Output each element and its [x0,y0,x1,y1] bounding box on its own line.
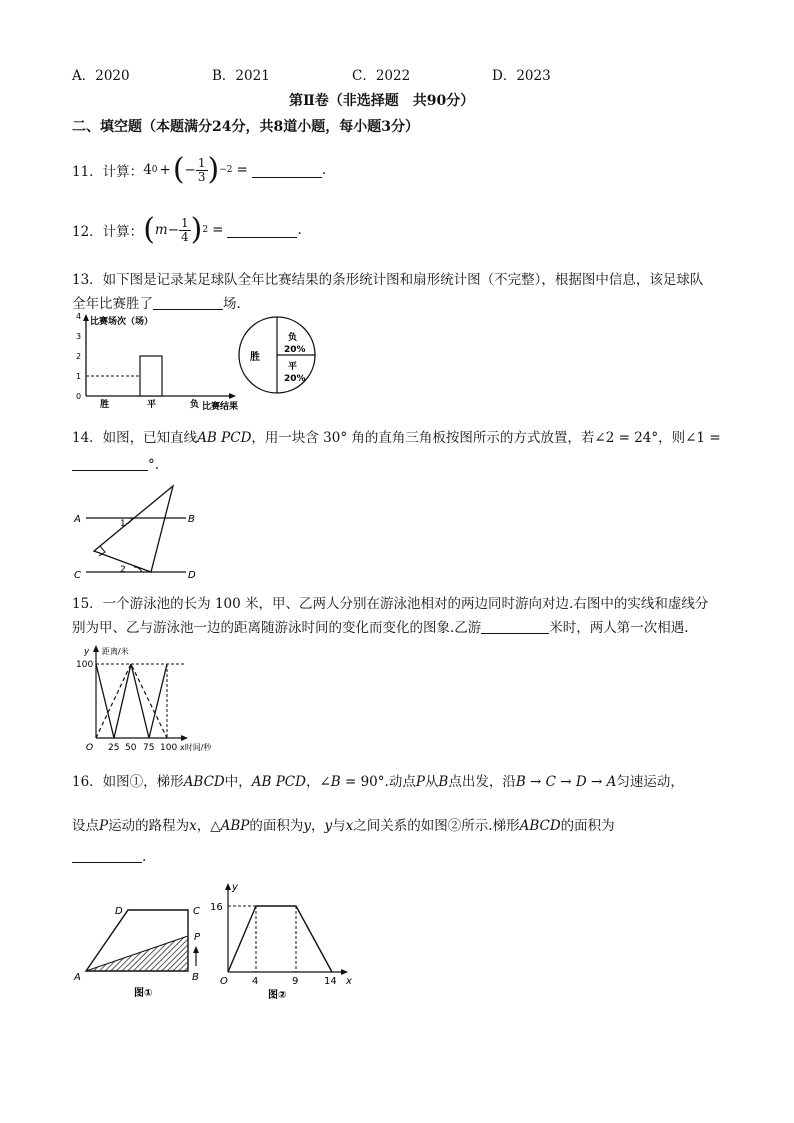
pie-pct-draw: 20% [284,374,306,384]
q11-prefix: 11．计算： [72,164,144,180]
fig14-label-d: D [188,570,196,581]
q11-answer-blank[interactable] [252,163,322,178]
q14-ab: AB [197,430,217,446]
q11-exp: −2 [219,165,233,175]
q11-den: 3 [197,169,206,184]
q15-answer-blank[interactable] [481,619,549,634]
q13-line2-post: 场. [223,296,241,312]
q12-end: . [297,222,302,238]
q16-end: . [142,849,147,865]
figure-14 [72,482,212,582]
pie-label-draw: 平 [288,362,298,372]
fig16b-y16: 16 [210,902,223,913]
q16-text-c: ，∠ [305,774,331,790]
q16-ab: AB [251,774,272,790]
q16-text-2e: ， [311,818,325,834]
q16-answer-blank[interactable] [72,848,142,863]
bar-ytick-4: 4 [76,312,82,321]
q16-line2 [72,814,615,834]
fig15-xlabel: x时间/秒 [180,743,212,752]
bar-ytick-1: 1 [76,372,82,381]
q16-x: x [189,818,197,834]
bar-chart [72,312,252,412]
fig15-solid-line-jia [96,664,167,738]
q16-p: P [415,774,425,790]
fig15-y-label: y [84,647,90,657]
fig15-x-arrow [181,735,188,741]
bar-y-arrow [83,314,89,321]
fig16b-xtick-4: 4 [252,976,259,987]
q16-y2: y [324,818,333,834]
figure-16-2 [210,878,360,1002]
triangle-abp-shaded [86,936,188,971]
q16-text-2d: 的面积为 [249,818,304,834]
q16-text-f: 点出发，沿 [448,774,516,790]
set-square-triangle [94,486,173,572]
fig15-xtick-100: 100 [160,743,178,753]
fig16b-y-label: y [232,882,238,893]
q16-abcd2: ABCD [519,818,561,834]
bar-cat-draw: 平 [147,400,157,410]
fig15-xtick-50: 50 [125,743,137,753]
bar-cat-loss: 负 [190,400,200,410]
q11-base: 4 [143,162,152,178]
pie-chart [236,314,318,396]
q16-pcd: PCD [271,774,306,790]
q13-line1: 13．如下图是记录某足球队全年比赛结果的条形统计图和扇形统计图（不完整），根据图中信息，该足球队 [72,272,704,288]
q11-end: . [321,162,327,178]
q16-text-b: 中， [224,774,252,790]
q16-line1 [72,770,684,790]
q14-end: °. [148,457,160,473]
figure-16-1 [72,896,212,1002]
fig14-label-b: B [188,514,195,525]
section2-title: 二、填空题（本题满分24分，共8道小题，每小题3分） [72,119,419,135]
fig14-angle-2: 2 [120,565,126,575]
fig16b-y-arrow [225,883,231,890]
q16-p2: P [99,818,109,834]
q12-prefix: 12．计算： [72,224,144,240]
q16-b: B [330,774,341,790]
q16-text-2h: 的面积为 [560,818,615,834]
fig15-y-arrow [93,645,99,652]
option-d: D．2023 [492,68,551,84]
fig16a-label-p: P [194,932,201,943]
bar-ylabel: 比赛场次（场） [90,317,154,327]
option-a: A．2020 [72,68,130,84]
fig16a-label-b: B [192,972,199,983]
fig16b-origin: O [220,976,228,987]
q15-line2-pre: 别为甲、乙与游泳池一边的距离随游泳时间的变化而变化的图象.乙游 [72,620,482,636]
q16-text-2b: 运动的路程为 [108,818,190,834]
fig16a-label-c: C [193,906,200,917]
q16-text-2f: 与 [332,818,346,834]
q16-b2: B [438,774,449,790]
fig15-ylabel: 距离/米 [102,647,129,656]
pie-pct-loss: 20% [284,345,306,355]
q16-abcd: ABCD [183,774,225,790]
q11-fraction [196,157,208,184]
q12-num: 1 [181,215,189,230]
fig15-xtick-25: 25 [108,743,120,753]
bar-ytick-2: 2 [76,352,82,361]
q15-line2-post: 米时，两人第一次相遇. [549,620,689,636]
option-b: B．2021 [212,68,270,84]
q16-text-e: 从 [424,774,439,790]
q14-line1 [72,426,721,446]
question-12: 12．计算： ( m − $\frac{1}{4}$ ) 2 = . [72,212,302,247]
q16-x2: x [345,818,354,834]
fig15-xtick-75: 75 [143,743,155,753]
q12-eq: = [212,222,224,238]
q15-line2 [72,616,689,636]
q15-line1: 15．一个游泳池的长为 100 米，甲、乙两人分别在游泳池相对的两边同时游向对边.右图中的实线和虚线分 [72,596,709,612]
q13-answer-blank[interactable] [153,295,223,310]
q16-text-d: = 90°.动点 [340,774,416,790]
bar-xlabel: 比赛结果 [202,402,239,412]
fig16b-x-arrow [341,969,348,975]
fig15-dashed-line-yi [96,664,167,738]
q14-prefix: 14．如图，已知直线 [72,430,198,446]
q16-text-g: 匀速运动， [616,774,684,790]
q14-line2 [72,456,159,473]
q16-path: B → C → D → A [515,774,617,790]
q11-eq: = [236,162,248,178]
q13-line2 [72,292,241,312]
q14-mid: ，用一块含 30° 角的直角三角板按图所示的方式放置，若∠2 = 24°，则∠1 = [251,430,721,446]
fig16b-xtick-14: 14 [324,976,337,987]
figure-15 [72,642,232,754]
q11-exp0: 0 [151,165,158,175]
pie-label-win: 胜 [250,352,260,363]
q11-plus: + [159,162,171,178]
q14-pcd: PCD [216,430,252,446]
q12-den: 4 [181,229,189,244]
option-c: C．2022 [352,68,411,84]
q16-text-2a: 设点 [72,818,99,834]
q16-y: y [303,818,312,834]
arrow-p-head [193,946,199,953]
fig16b-xtick-9: 9 [292,976,299,987]
question-11: 11．计算： 4 0 + ( − $\frac{1}{3}$ ) −2 = . [72,152,327,187]
bar-ytick-3: 3 [76,332,82,341]
fig15-y100: 100 [76,660,94,670]
q16-text-a: 16．如图①，梯形 [72,774,184,790]
fig14-angle-1: 1 [120,519,126,529]
q12-var: m [154,222,168,238]
part2-title: 第Ⅱ卷（非选择题 共90分） [289,93,475,109]
q16-text-2c: ，△ [196,818,221,834]
fig14-label-c: C [74,570,81,581]
pie-label-loss: 负 [288,333,298,343]
q12-fraction [179,217,191,244]
q11-minus: − [184,162,196,178]
q16-abp: ABP [220,818,250,834]
q13-line2-pre: 全年比赛胜了 [72,296,153,312]
q12-exp: 2 [202,225,209,235]
fig15-origin: O [86,743,94,753]
bar-ytick-0: 0 [76,392,82,401]
q12-answer-blank[interactable] [227,223,297,238]
bar-ping [140,356,162,396]
fig16a-caption: 图① [134,988,153,999]
q11-num: 1 [197,155,206,170]
fig16b-function-graph [228,906,332,972]
fig16b-caption: 图② [268,990,287,1001]
q12-minus: − [167,222,180,238]
bar-cat-win: 胜 [100,400,110,410]
fig16a-label-a: A [74,972,81,983]
q16-line3 [72,848,146,865]
q16-text-2g: 之间关系的如图②所示.梯形 [353,818,520,834]
fig16a-label-d: D [115,906,123,917]
fig16b-x-label: x [346,976,352,987]
bar-x-arrow [229,393,236,399]
fig14-label-a: A [74,514,81,525]
q14-answer-blank[interactable] [72,456,148,471]
